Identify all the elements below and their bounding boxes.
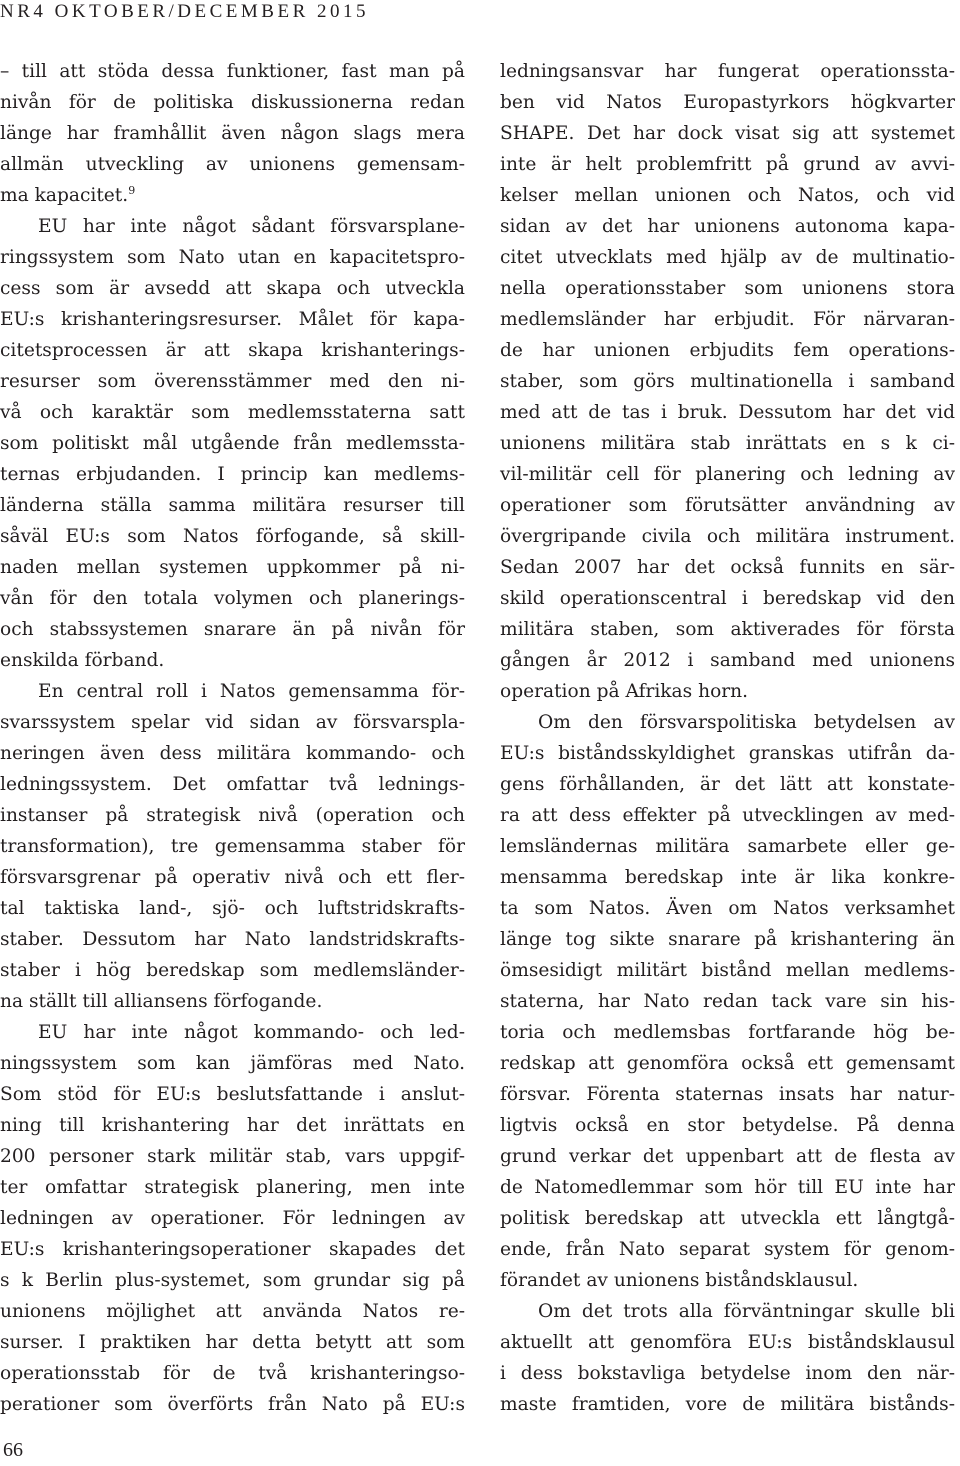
text-line-content: Sedan 2007 har det också funnits en sär- [500, 557, 955, 578]
text-line [500, 397, 955, 428]
text-line [0, 924, 465, 955]
text-line-content: och stabssystemen snarare än på nivån för [0, 619, 465, 640]
text-line-content: i dess bokstavliga betydelse inom den när- [500, 1363, 955, 1384]
text-line-content: inte är helt problemfritt på grund av avvi- [500, 154, 955, 175]
text-line [0, 490, 465, 521]
text-line [500, 335, 955, 366]
text-line-content: med att de tas i bruk. Dessutom har det vid [500, 402, 955, 423]
text-line-content: som politiskt mål utgående från medlemssta- [0, 433, 465, 454]
text-line-content: staber. Dessutom har Nato landstridskrafts- [0, 929, 465, 950]
text-line [0, 800, 465, 831]
right-column [500, 56, 955, 1420]
text-line [0, 614, 465, 645]
text-line-content: ning till krishantering har det inrättats en [0, 1115, 465, 1136]
text-line [0, 552, 465, 583]
text-line-content: ningssystem som kan jämföras med Nato. [0, 1053, 465, 1074]
text-line [0, 1017, 465, 1048]
text-line [500, 211, 955, 242]
text-line-content: de Natomedlemmar som hör till EU inte har [500, 1177, 955, 1198]
text-line-content: 200 personer stark militär stab, vars uppgif- [0, 1146, 465, 1167]
text-line-content: EU har inte något kommando- och led- [38, 1022, 465, 1043]
text-line-content: aktuellt att genomföra EU:s biståndsklausul [500, 1332, 955, 1353]
text-line [500, 986, 955, 1017]
text-line-content: kelser mellan unionen och Natos, och vid [500, 185, 955, 206]
text-line [0, 645, 465, 676]
text-line [0, 1079, 465, 1110]
text-line-content: unionens möjlighet att använda Natos re- [0, 1301, 465, 1322]
text-line [0, 1172, 465, 1203]
text-line-content: länge har framhållit även någon slags mera [0, 123, 465, 144]
text-line [0, 304, 465, 335]
text-line [500, 1296, 955, 1327]
text-line [0, 149, 465, 180]
text-line [500, 1265, 955, 1296]
text-line-content: staber, som görs multinationella i samband [500, 371, 955, 392]
text-line [0, 180, 465, 211]
text-line-content: vå och karaktär som medlemsstaterna satt [0, 402, 465, 423]
text-line-content: de har unionen erbjudits fem operations- [500, 340, 955, 361]
text-line [0, 242, 465, 273]
text-line-content: nivån för de politiska diskussionerna redan [0, 92, 465, 113]
text-line-content: länderna ställa samma militära resurser till [0, 495, 465, 516]
text-line-content: EU har inte något sådant försvarsplane- [38, 216, 465, 237]
text-line-content: militära staben, som aktiverades för första [500, 619, 955, 640]
text-line-content: ende, från Nato separat system för genom- [500, 1239, 955, 1260]
text-line-content: sidan av det har unionens autonoma kapa- [500, 216, 955, 237]
text-line-content: s k Berlin plus-systemet, som grundar sig på [0, 1270, 465, 1291]
text-line-content: – till att stöda dessa funktioner, fast man på [0, 61, 465, 82]
text-line-content: cess som är avsedd att skapa och utveckla [0, 278, 465, 299]
text-line [0, 87, 465, 118]
text-line-content: citet utvecklats med hjälp av de multinatio- [500, 247, 955, 268]
text-line [500, 707, 955, 738]
text-line [500, 924, 955, 955]
text-line-content: EU:s biståndsskyldighet granskas utifrån da- [500, 743, 955, 764]
footnote-reference: 9 [128, 183, 136, 197]
running-header: NR4 OKTOBER/DECEMBER 2015 [0, 1, 370, 22]
text-line [500, 955, 955, 986]
text-line [0, 366, 465, 397]
text-line [500, 521, 955, 552]
left-column [0, 56, 465, 1420]
text-line [500, 304, 955, 335]
text-line [500, 738, 955, 769]
text-line [500, 149, 955, 180]
text-line-content: redskap att genomföra också ett gemensamt [500, 1053, 955, 1074]
text-line-content: ledningsansvar har fungerat operationssta- [500, 61, 955, 82]
text-line [500, 1172, 955, 1203]
text-line-content: maste framtiden, vore de militära bistånds- [500, 1394, 955, 1415]
text-line-content: försvar. Förenta staternas insats har natur- [500, 1084, 955, 1105]
text-line [0, 428, 465, 459]
text-line-content: gens förhållanden, är det lätt att konstate- [500, 774, 955, 795]
text-line-content: instanser på strategisk nivå (operation och [0, 805, 465, 826]
text-line [500, 1358, 955, 1389]
text-line [0, 893, 465, 924]
text-line [500, 1110, 955, 1141]
text-line-content: operationer som förutsätter användning av [500, 495, 955, 516]
text-line-content: SHAPE. Det har dock visat sig att systemet [500, 123, 955, 144]
text-line [0, 1234, 465, 1265]
text-line [500, 800, 955, 831]
text-line-content: surser. I praktiken har detta betytt att som [0, 1332, 465, 1353]
text-line [0, 862, 465, 893]
text-line [0, 707, 465, 738]
text-line [0, 459, 465, 490]
text-line [500, 676, 955, 707]
text-line [0, 1265, 465, 1296]
text-line-content: nella operationsstaber som unionens stora [500, 278, 955, 299]
text-line-content: ledningen av operationer. För ledningen av [0, 1208, 465, 1229]
text-line [500, 1389, 955, 1420]
text-line-content: perationer som överförts från Nato på EU:s [0, 1394, 465, 1415]
text-line-content: staber i hög beredskap som medlemsländer- [0, 960, 465, 981]
text-line [500, 180, 955, 211]
text-line-content: ternas erbjudanden. I princip kan medlems- [0, 464, 465, 485]
text-line-content: förandet av unionens biståndsklausul. [500, 1270, 859, 1291]
text-line [500, 893, 955, 924]
text-line [500, 1327, 955, 1358]
text-line [0, 738, 465, 769]
text-line-content: Som stöd för EU:s beslutsfattande i anslut- [0, 1084, 465, 1105]
text-line-content: såväl EU:s som Natos förfogande, så skill- [0, 526, 465, 547]
text-line-content: naden mellan systemen uppkommer på ni- [0, 557, 465, 578]
text-line [500, 273, 955, 304]
text-line [0, 273, 465, 304]
text-line [500, 614, 955, 645]
text-line [500, 645, 955, 676]
text-line [0, 118, 465, 149]
text-line [0, 676, 465, 707]
text-line-content: ra att dess effekter på utvecklingen av med- [500, 805, 955, 826]
text-line [500, 242, 955, 273]
text-line-content: övergripande civila och militära instrument. [500, 526, 955, 547]
text-line-content: ligtvis också en stor betydelse. På denna [500, 1115, 955, 1136]
text-line-content: na ställt till alliansens förfogande. [0, 991, 323, 1012]
text-line-content: mensamma beredskap inte är lika konkre- [500, 867, 955, 888]
text-line-content: vån för den totala volymen och planerings- [0, 588, 465, 609]
text-line-content: ömsesidigt militärt bistånd mellan medlems- [500, 960, 955, 981]
text-line-content: Om det trots alla förväntningar skulle bli [538, 1301, 955, 1322]
text-line-content: ledningssystem. Det omfattar två lednings- [0, 774, 465, 795]
text-line-content: staterna, har Nato redan tack vare sin his- [500, 991, 955, 1012]
page-number: 66 [3, 1439, 23, 1461]
text-line-content: toria och medlemsbas fortfarande hög be- [500, 1022, 955, 1043]
text-line [0, 1296, 465, 1327]
text-line [0, 335, 465, 366]
text-line-content: ma kapacitet. [0, 185, 129, 206]
text-line-content: Om den försvarspolitiska betydelsen av [538, 712, 955, 733]
text-line-content: medlemsländer har erbjudit. För närvaran- [500, 309, 955, 330]
text-line-content: skild operationscentral i beredskap vid den [500, 588, 955, 609]
text-line [500, 428, 955, 459]
text-line [500, 459, 955, 490]
text-line [0, 1048, 465, 1079]
text-line-content: tal taktiska land-, sjö- och luftstridskrafts- [0, 898, 465, 919]
text-line-content: operationsstab för de två krishanteringso- [0, 1363, 465, 1384]
text-line-content: svarssystem spelar vid sidan av försvarspla- [0, 712, 465, 733]
text-line [0, 56, 465, 87]
text-line [0, 986, 465, 1017]
text-line [500, 1234, 955, 1265]
text-line-content: citetsprocessen är att skapa krishanterings- [0, 340, 465, 361]
text-line-content: EU:s krishanteringsoperationer skapades det [0, 1239, 465, 1260]
text-line [0, 1327, 465, 1358]
text-line-content: En central roll i Natos gemensamma för- [38, 681, 465, 702]
text-line-content: ter omfattar strategisk planering, men inte [0, 1177, 465, 1198]
text-line [0, 831, 465, 862]
text-line-content: försvarsgrenar på operativ nivå och ett fler- [0, 867, 465, 888]
text-line [0, 1110, 465, 1141]
text-line-content: vil-militär cell för planering och ledning av [500, 464, 955, 485]
text-line [500, 1141, 955, 1172]
text-line [500, 366, 955, 397]
text-line [500, 1017, 955, 1048]
text-line [500, 56, 955, 87]
text-line [500, 1079, 955, 1110]
text-line [0, 1389, 465, 1420]
text-line-content: resurser som överensstämmer med den ni- [0, 371, 465, 392]
text-line [0, 583, 465, 614]
text-line-content: lemsländernas militära samarbete eller ge- [500, 836, 955, 857]
text-line [500, 118, 955, 149]
text-line [500, 862, 955, 893]
text-line [0, 1358, 465, 1389]
text-line [500, 1203, 955, 1234]
text-line-content: unionens militära stab inrättats en s k ci- [500, 433, 955, 454]
text-line [500, 552, 955, 583]
text-line-content: enskilda förband. [0, 650, 165, 671]
text-line [500, 583, 955, 614]
text-line [0, 769, 465, 800]
text-line [0, 521, 465, 552]
text-line-content: grund verkar det uppenbart att de flesta av [500, 1146, 955, 1167]
text-line [0, 397, 465, 428]
text-line-content: EU:s krishanteringsresurser. Målet för kapa- [0, 309, 465, 330]
text-line [500, 1048, 955, 1079]
text-line-content: allmän utveckling av unionens gemensam- [0, 154, 465, 175]
text-line [0, 1203, 465, 1234]
text-line-content: neringen även dess militära kommando- och [0, 743, 465, 764]
text-line [0, 955, 465, 986]
text-line [0, 211, 465, 242]
text-line-content: gången år 2012 i samband med unionens [500, 650, 955, 671]
text-line [500, 87, 955, 118]
text-line-content: ringssystem som Nato utan en kapacitetspro- [0, 247, 465, 268]
text-line-content: länge tog sikte snarare på krishantering än [500, 929, 955, 950]
text-line-content: politisk beredskap att utveckla ett långtgå- [500, 1208, 955, 1229]
text-line [500, 769, 955, 800]
text-line-content: operation på Afrikas horn. [500, 681, 749, 702]
text-line-content: ben vid Natos Europastyrkors högkvarter [500, 92, 955, 113]
text-line-content: ta som Natos. Även om Natos verksamhet [500, 898, 955, 919]
text-line-content: transformation), tre gemensamma staber för [0, 836, 465, 857]
text-line [0, 1141, 465, 1172]
text-line [500, 490, 955, 521]
text-line [500, 831, 955, 862]
